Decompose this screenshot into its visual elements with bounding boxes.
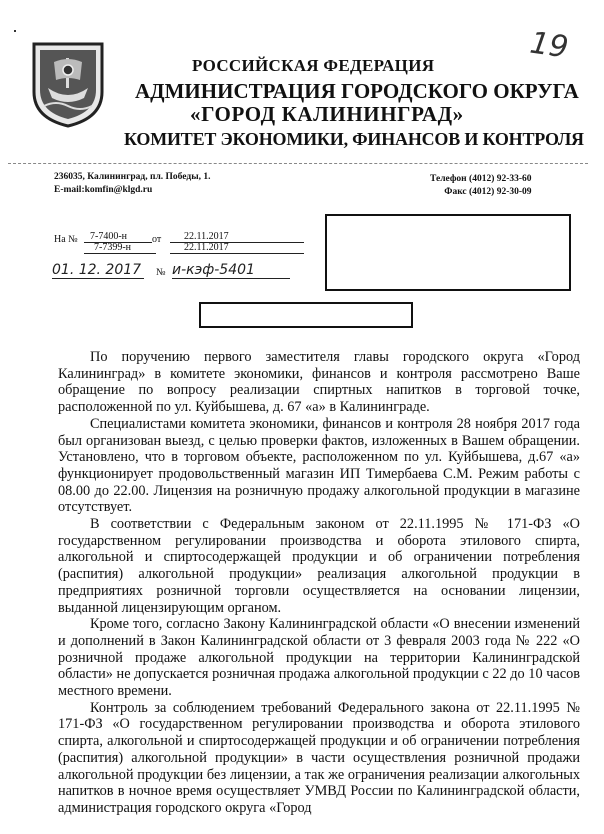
phone-text: Телефон (4012) 92-33-60 [430, 174, 532, 184]
address-text: 236035, Калининград, пл. Победы, 1. [54, 172, 211, 182]
ref-number-1: 7-7400-н [84, 231, 152, 243]
body-paragraph-4: Кроме того, согласно Закону Калининградской области «О внесении изменений и дополнений в Закон Калининградской области от 3 февраля 2003 года № 222 «О розничной продаже алкогольной продукции на территории Калининградской области» не допускается розничная продажа алкогольной продукции с 22 до 10 часов местного времени. [58, 616, 580, 700]
letter-body [58, 349, 580, 817]
redacted-salutation-block [199, 302, 413, 328]
header-divider [8, 163, 588, 164]
ref-date-1: 22.11.2017 [170, 231, 304, 243]
ref-ot-label: от [152, 234, 162, 245]
body-paragraph-3: В соответствии с Федеральным законом от 22.11.1995 № 171-ФЗ «О государственном регулировании производства и оборота этилового спирта, алкогольной и спиртосодержащей продукции и об ограничении потребления (распития) алкогольной продукции» реализация алкогольной продукции в предприятиях розничной торговли осуществляется на основании лицензии, выданной лицензирующим органом. [58, 516, 580, 616]
fax-text: Факс (4012) 92-30-09 [444, 187, 532, 197]
body-paragraph-2: Специалистами комитета экономики, финансов и контроля 28 ноября 2017 года был организован выезд, с целью проверки фактов, изложенных в Вашем обращении. Установлено, что в торговом объекте, расположенном по ул. Куйбышева, д.67 «а» функционирует продовольственный магазин ИП Тимербаева С.М. Режим работы с 08.00 до 22.00. Лицензия на розничную продажу алкогольной продукции в магазине отсутствует. [58, 415, 580, 516]
header-country: РОССИЙСКАЯ ФЕДЕРАЦИЯ [192, 56, 435, 75]
email-text: E-mail:komfin@klgd.ru [54, 185, 153, 195]
outgoing-number-handwritten: и-кэф-5401 [172, 262, 290, 279]
outgoing-number-label: № [156, 267, 166, 278]
handwritten-page-number: 19 [527, 25, 571, 66]
ref-date-2: 22.11.2017 [170, 242, 304, 254]
body-paragraph-5: Контроль за соблюдением требований Федерального закона от 22.11.1995 № 171-ФЗ «О государственном регулировании производства и оборота этилового спирта, алкогольной и спиртосодержащей продукции и об ограничении потребления (распития) алкогольной продукции» в части осуществления розничной продажи алкогольной продукции без лицензии, а так же ограничения реализации алкогольных напитков в ночное время осуществляет УМВД России по Калининградской области, администрация городского округа «Город [58, 699, 580, 816]
contact-address-block [54, 171, 210, 197]
ref-number-2: 7-7399-н [84, 242, 156, 254]
header-administration: АДМИНИСТРАЦИЯ ГОРОДСКОГО ОКРУГА [135, 79, 579, 103]
body-paragraph-1: По поручению первого заместителя главы городского округа «Город Калининград» в комитете экономики, финансов и контроля рассмотрено Ваше обращение по вопросу реализации спиртных напитков в торговой точке, расположенной по ул. Куйбышева, д. 67 «а» в Калининграде. [58, 349, 580, 416]
ref-na-label: На № [54, 234, 78, 245]
outgoing-date-handwritten: 01. 12. 2017 [52, 262, 144, 279]
city-coat-of-arms-icon [30, 40, 106, 128]
header-city: «ГОРОД КАЛИНИНГРАД» [190, 102, 464, 126]
scan-speck [14, 30, 16, 32]
header-committee: КОМИТЕТ ЭКОНОМИКИ, ФИНАНСОВ И КОНТРОЛЯ [124, 129, 584, 149]
redacted-recipient-block [325, 214, 571, 291]
contact-phone-block [430, 173, 532, 199]
